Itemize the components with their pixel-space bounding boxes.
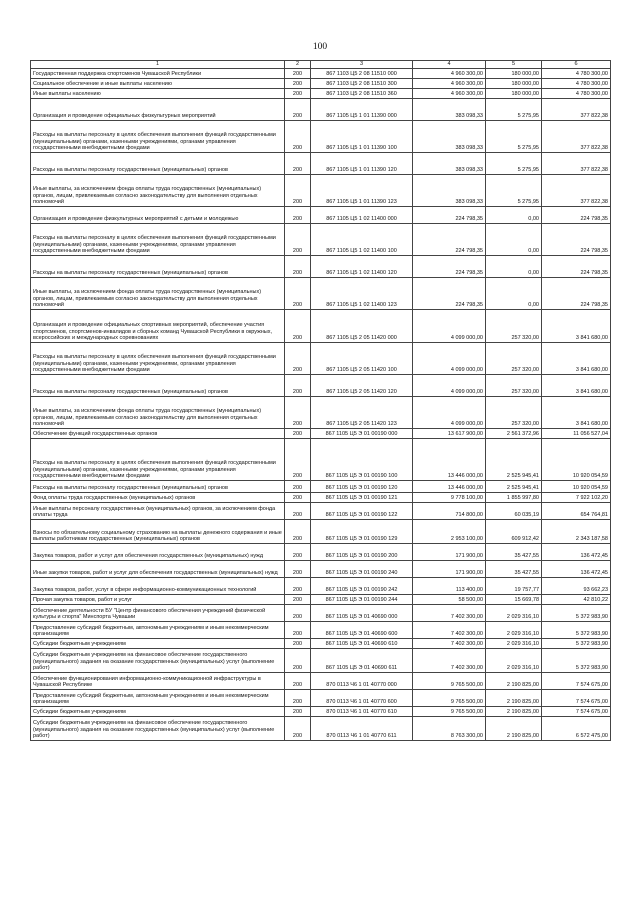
row-executed-cell: 2 190 825,00: [486, 673, 542, 690]
row-approved-cell: 4 099 000,00: [413, 375, 486, 397]
row-code-cell: 867 1105 Ц5 2 05 11420 120: [311, 375, 413, 397]
row-remaining-cell: 10 920 054,59: [542, 481, 611, 493]
row-status-cell: 200: [285, 595, 311, 605]
table-header: [31, 61, 611, 69]
row-name-cell: Иные выплаты, за исключением фонда оплаты труда государственных (муниципальных) органов, лицам, привлекаемым согласно законодательству для выполнения отдельных полномочий: [31, 278, 285, 310]
row-name-cell: Организация и проведение официальных физкультурных мероприятий: [31, 99, 285, 121]
row-name-cell: Иные выплаты населению: [31, 89, 285, 99]
row-status-cell: 200: [285, 605, 311, 622]
table-row: [31, 397, 611, 429]
row-remaining-cell: 136 472,45: [542, 561, 611, 578]
table-row: [31, 256, 611, 278]
row-code-cell: 867 1105 Ц5 Э 01 00190 200: [311, 544, 413, 561]
row-name-cell: Иные выплаты, за исключением фонда оплаты труда государственных (муниципальных) органов, лицам, привлекаемым согласно законодательству для выполнения отдельных полномочий: [31, 175, 285, 207]
row-approved-cell: 113 400,00: [413, 578, 486, 595]
row-remaining-cell: 3 841 680,00: [542, 310, 611, 343]
row-code-cell: 867 1105 Ц5 1 01 11390 120: [311, 153, 413, 175]
row-approved-cell: 4 099 000,00: [413, 397, 486, 429]
row-code-cell: 867 1105 Ц5 2 05 11420 000: [311, 310, 413, 343]
row-approved-cell: 383 098,33: [413, 121, 486, 153]
row-name-cell: Расходы на выплаты персоналу государственных (муниципальных) органов: [31, 153, 285, 175]
row-remaining-cell: 224 798,35: [542, 224, 611, 256]
row-executed-cell: 1 855 997,80: [486, 493, 542, 503]
row-executed-cell: 609 912,42: [486, 520, 542, 544]
row-remaining-cell: 6 572 475,00: [542, 717, 611, 741]
table-row: [31, 310, 611, 343]
table-row: [31, 99, 611, 121]
row-status-cell: 200: [285, 207, 311, 224]
row-approved-cell: 714 800,00: [413, 503, 486, 520]
row-approved-cell: 8 763 300,00: [413, 717, 486, 741]
row-remaining-cell: 5 372 983,90: [542, 639, 611, 649]
table-row: [31, 578, 611, 595]
row-name-cell: Иные закупки товаров, работ и услуг для обеспечения государственных (муниципальных) нужд: [31, 561, 285, 578]
row-code-cell: 867 1105 Ц5 Э 01 40690 611: [311, 649, 413, 673]
row-executed-cell: 0,00: [486, 207, 542, 224]
row-remaining-cell: 3 841 680,00: [542, 343, 611, 375]
row-name-cell: Субсидии бюджетным учреждениям: [31, 639, 285, 649]
row-code-cell: 867 1105 Ц5 Э 01 00190 121: [311, 493, 413, 503]
table-row: [31, 153, 611, 175]
row-name-cell: Расходы на выплаты персоналу государственных (муниципальных) органов: [31, 256, 285, 278]
table-row: [31, 707, 611, 717]
row-executed-cell: 35 427,55: [486, 561, 542, 578]
row-name-cell: Субсидии бюджетным учреждениям на финансовое обеспечение государственного (муниципального) задания на оказание государственных (муниципальных) услуг (выполнение работ): [31, 717, 285, 741]
row-name-cell: Социальное обеспечение и иные выплаты населению: [31, 79, 285, 89]
row-executed-cell: 180 000,00: [486, 69, 542, 79]
row-name-cell: Расходы на выплаты персоналу государственных (муниципальных) органов: [31, 375, 285, 397]
row-executed-cell: 35 427,55: [486, 544, 542, 561]
row-status-cell: 200: [285, 256, 311, 278]
row-status-cell: 200: [285, 153, 311, 175]
row-approved-cell: 383 098,33: [413, 175, 486, 207]
table-row: [31, 69, 611, 79]
row-status-cell: 200: [285, 89, 311, 99]
row-name-cell: Организация и проведение физкультурных мероприятий с детьми и молодежью: [31, 207, 285, 224]
table-row: [31, 224, 611, 256]
row-approved-cell: 224 798,35: [413, 207, 486, 224]
table-row: [31, 278, 611, 310]
row-status-cell: 200: [285, 343, 311, 375]
row-status-cell: 200: [285, 649, 311, 673]
row-code-cell: 867 1105 Ц5 Э 01 40690 610: [311, 639, 413, 649]
table-row: [31, 429, 611, 439]
row-status-cell: 200: [285, 622, 311, 639]
table-row: [31, 639, 611, 649]
row-status-cell: 200: [285, 397, 311, 429]
row-executed-cell: 2 525 945,41: [486, 481, 542, 493]
row-code-cell: 867 1105 Ц5 Э 01 00190 129: [311, 520, 413, 544]
row-code-cell: 867 1105 Ц5 Э 01 00190 240: [311, 561, 413, 578]
row-executed-cell: 5 275,95: [486, 99, 542, 121]
row-status-cell: 200: [285, 175, 311, 207]
row-code-cell: 867 1105 Ц5 Э 01 00190 120: [311, 481, 413, 493]
table-row: [31, 481, 611, 493]
row-executed-cell: 2 561 372,96: [486, 429, 542, 439]
row-approved-cell: 4 960 300,00: [413, 89, 486, 99]
row-remaining-cell: 377 822,38: [542, 121, 611, 153]
row-executed-cell: 5 275,95: [486, 153, 542, 175]
row-executed-cell: 257 320,00: [486, 343, 542, 375]
row-approved-cell: 224 798,35: [413, 278, 486, 310]
row-remaining-cell: 4 780 300,00: [542, 79, 611, 89]
row-name-cell: Организация и проведение официальных спортивных мероприятий, обеспечение участия спортсменов, спортсменов-инвалидов и сборных команд Чувашской Республики в окружных, всероссийских и международных соревнованиях: [31, 310, 285, 343]
row-executed-cell: 180 000,00: [486, 89, 542, 99]
row-remaining-cell: 7 574 675,00: [542, 690, 611, 707]
row-remaining-cell: 3 841 680,00: [542, 375, 611, 397]
row-status-cell: 200: [285, 310, 311, 343]
row-code-cell: 867 1105 Ц5 1 02 11400 100: [311, 224, 413, 256]
table-row: [31, 175, 611, 207]
row-code-cell: 867 1105 Ц5 1 02 11400 000: [311, 207, 413, 224]
row-executed-cell: 257 320,00: [486, 310, 542, 343]
table-row: [31, 503, 611, 520]
row-remaining-cell: 7 922 102,20: [542, 493, 611, 503]
row-approved-cell: 13 617 900,00: [413, 429, 486, 439]
row-remaining-cell: 2 343 187,58: [542, 520, 611, 544]
row-remaining-cell: 10 920 054,59: [542, 439, 611, 481]
row-status-cell: 200: [285, 99, 311, 121]
table-row: [31, 375, 611, 397]
row-remaining-cell: 3 841 680,00: [542, 397, 611, 429]
row-status-cell: 200: [285, 561, 311, 578]
row-remaining-cell: 377 822,38: [542, 175, 611, 207]
row-approved-cell: 224 798,35: [413, 256, 486, 278]
row-code-cell: 870 0113 Ч6 1 01 40770 600: [311, 690, 413, 707]
row-name-cell: Субсидии бюджетным учреждениям: [31, 707, 285, 717]
header-cell-code: 3: [311, 61, 413, 69]
row-approved-cell: 7 402 300,00: [413, 605, 486, 622]
row-code-cell: 867 1105 Ц5 Э 01 00190 242: [311, 578, 413, 595]
row-approved-cell: 383 098,33: [413, 99, 486, 121]
row-name-cell: Взносы по обязательному социальному страхованию на выплаты денежного содержания и иные выплаты работникам государственных (муниципальных) органов: [31, 520, 285, 544]
row-executed-cell: 0,00: [486, 278, 542, 310]
row-code-cell: 867 1105 Ц5 Э 01 00190 100: [311, 439, 413, 481]
row-remaining-cell: 7 574 675,00: [542, 707, 611, 717]
row-approved-cell: 7 402 300,00: [413, 639, 486, 649]
row-executed-cell: 2 190 825,00: [486, 707, 542, 717]
table-row: [31, 605, 611, 622]
row-status-cell: 200: [285, 121, 311, 153]
row-name-cell: Предоставление субсидий бюджетным, автономным учреждениям и иным некоммерческим организациям: [31, 690, 285, 707]
row-approved-cell: 4 099 000,00: [413, 343, 486, 375]
row-executed-cell: 2 190 825,00: [486, 690, 542, 707]
row-name-cell: Расходы на выплаты персоналу в целях обеспечения выполнения функций государственными (муниципальными) органами, казенными учреждениями, органами управления государственными внебюджетными фондами: [31, 343, 285, 375]
row-executed-cell: 0,00: [486, 256, 542, 278]
row-name-cell: Обеспечение функционирования информационно-коммуникационной инфраструктуры в Чувашской Республике: [31, 673, 285, 690]
row-executed-cell: 257 320,00: [486, 375, 542, 397]
row-remaining-cell: 7 574 675,00: [542, 673, 611, 690]
row-approved-cell: 13 446 000,00: [413, 481, 486, 493]
row-status-cell: 200: [285, 578, 311, 595]
row-approved-cell: 9 778 100,00: [413, 493, 486, 503]
row-name-cell: Иные выплаты, за исключением фонда оплаты труда государственных (муниципальных) органов, лицам, привлекаемым согласно законодательству для выполнения отдельных полномочий: [31, 397, 285, 429]
row-approved-cell: 9 765 500,00: [413, 707, 486, 717]
row-code-cell: 867 1105 Ц5 1 02 11400 123: [311, 278, 413, 310]
row-approved-cell: 7 402 300,00: [413, 649, 486, 673]
row-remaining-cell: 4 780 300,00: [542, 89, 611, 99]
row-status-cell: 200: [285, 690, 311, 707]
row-status-cell: 200: [285, 707, 311, 717]
row-approved-cell: 4 960 300,00: [413, 69, 486, 79]
row-name-cell: Расходы на выплаты персоналу в целях обеспечения выполнения функций государственными (муниципальными) органами, казенными учреждениями, органами управления государственными внебюджетными фондами: [31, 224, 285, 256]
table-row: [31, 561, 611, 578]
row-executed-cell: 5 275,95: [486, 175, 542, 207]
table-row: [31, 649, 611, 673]
row-approved-cell: 224 798,35: [413, 224, 486, 256]
row-name-cell: Расходы на выплаты персоналу государственных (муниципальных) органов: [31, 481, 285, 493]
row-remaining-cell: 93 662,23: [542, 578, 611, 595]
row-code-cell: 867 1105 Ц5 1 02 11400 120: [311, 256, 413, 278]
table-row: [31, 690, 611, 707]
row-remaining-cell: 377 822,38: [542, 153, 611, 175]
row-executed-cell: 2 525 945,41: [486, 439, 542, 481]
row-name-cell: Предоставление субсидий бюджетным, автономным учреждениям и иным некоммерческим организациям: [31, 622, 285, 639]
row-status-cell: 200: [285, 278, 311, 310]
row-code-cell: 867 1105 Ц5 2 05 11420 123: [311, 397, 413, 429]
row-code-cell: 867 1103 Ц5 2 08 11510 300: [311, 79, 413, 89]
row-status-cell: 200: [285, 520, 311, 544]
row-executed-cell: 2 029 316,10: [486, 605, 542, 622]
row-status-cell: 200: [285, 79, 311, 89]
row-remaining-cell: 224 798,35: [542, 256, 611, 278]
table-row: [31, 493, 611, 503]
row-executed-cell: 19 757,77: [486, 578, 542, 595]
row-name-cell: Иные выплаты персоналу государственных (муниципальных) органов, за исключением фонда оплаты труда: [31, 503, 285, 520]
row-name-cell: Обеспечение функций государственных органов: [31, 429, 285, 439]
row-code-cell: 870 0113 Ч6 1 01 40770 000: [311, 673, 413, 690]
header-row: [31, 61, 611, 69]
header-cell-name: 1: [31, 61, 285, 69]
table-row: [31, 343, 611, 375]
row-status-cell: 200: [285, 673, 311, 690]
row-remaining-cell: 42 810,22: [542, 595, 611, 605]
table-row: [31, 622, 611, 639]
row-code-cell: 867 1105 Ц5 Э 01 40690 600: [311, 622, 413, 639]
row-status-cell: 200: [285, 717, 311, 741]
table-row: [31, 439, 611, 481]
row-executed-cell: 5 275,95: [486, 121, 542, 153]
header-cell-status: 2: [285, 61, 311, 69]
row-code-cell: 867 1105 Ц5 Э 01 40690 000: [311, 605, 413, 622]
row-code-cell: 867 1105 Ц5 Э 01 00190 000: [311, 429, 413, 439]
row-name-cell: Государственная поддержка спортсменов Чувашской Республики: [31, 69, 285, 79]
table-row: [31, 89, 611, 99]
row-approved-cell: 4 099 000,00: [413, 310, 486, 343]
row-remaining-cell: 5 372 983,90: [542, 649, 611, 673]
row-status-cell: 200: [285, 639, 311, 649]
row-code-cell: 867 1105 Ц5 1 01 11390 123: [311, 175, 413, 207]
row-code-cell: 867 1103 Ц5 2 08 11510 360: [311, 89, 413, 99]
table-row: [31, 673, 611, 690]
header-cell-approved: 4: [413, 61, 486, 69]
row-status-cell: 200: [285, 224, 311, 256]
row-status-cell: 200: [285, 375, 311, 397]
row-executed-cell: 2 190 825,00: [486, 717, 542, 741]
table-row: [31, 207, 611, 224]
table-row: [31, 544, 611, 561]
row-code-cell: 870 0113 Ч6 1 01 40770 610: [311, 707, 413, 717]
row-approved-cell: 58 500,00: [413, 595, 486, 605]
row-code-cell: 867 1105 Ц5 Э 01 00190 122: [311, 503, 413, 520]
row-executed-cell: 60 035,19: [486, 503, 542, 520]
row-status-cell: 200: [285, 544, 311, 561]
row-name-cell: Расходы на выплаты персоналу в целях обеспечения выполнения функций государственными (муниципальными) органами, казенными учреждениями, органами управления государственными внебюджетными фондами: [31, 439, 285, 481]
header-cell-executed: 5: [486, 61, 542, 69]
row-remaining-cell: 11 056 527,04: [542, 429, 611, 439]
row-approved-cell: 171 900,00: [413, 561, 486, 578]
row-approved-cell: 9 765 500,00: [413, 673, 486, 690]
table-row: [31, 79, 611, 89]
row-status-cell: 200: [285, 493, 311, 503]
row-executed-cell: 2 029 316,10: [486, 622, 542, 639]
row-remaining-cell: 224 798,35: [542, 278, 611, 310]
page-number: 100: [312, 42, 328, 52]
row-approved-cell: 171 900,00: [413, 544, 486, 561]
budget-table: [30, 60, 611, 741]
row-executed-cell: 2 029 316,10: [486, 639, 542, 649]
row-name-cell: Расходы на выплаты персоналу в целях обеспечения выполнения функций государственными (муниципальными) органами, казенными учреждениями, органами управления государственными внебюджетными фондами: [31, 121, 285, 153]
row-approved-cell: 7 402 300,00: [413, 622, 486, 639]
row-status-cell: 200: [285, 503, 311, 520]
row-remaining-cell: 136 472,45: [542, 544, 611, 561]
table-row: [31, 121, 611, 153]
row-remaining-cell: 224 798,35: [542, 207, 611, 224]
row-name-cell: Субсидии бюджетным учреждениям на финансовое обеспечение государственного (муниципального) задания на оказание государственных (муниципальных) услуг (выполнение работ): [31, 649, 285, 673]
row-approved-cell: 9 765 500,00: [413, 690, 486, 707]
row-executed-cell: 257 320,00: [486, 397, 542, 429]
row-approved-cell: 2 953 100,00: [413, 520, 486, 544]
row-name-cell: Фонд оплаты труда государственных (муниципальных) органов: [31, 493, 285, 503]
row-status-cell: 200: [285, 481, 311, 493]
row-executed-cell: 180 000,00: [486, 79, 542, 89]
row-code-cell: 867 1105 Ц5 2 05 11420 100: [311, 343, 413, 375]
row-code-cell: 867 1105 Ц5 1 01 11390 000: [311, 99, 413, 121]
row-name-cell: Закупка товаров, работ, услуг в сфере информационно-коммуникационных технологий: [31, 578, 285, 595]
table-row: [31, 595, 611, 605]
row-remaining-cell: 654 764,81: [542, 503, 611, 520]
row-status-cell: 200: [285, 429, 311, 439]
row-executed-cell: 2 029 316,10: [486, 649, 542, 673]
row-status-cell: 200: [285, 69, 311, 79]
header-cell-remaining: 6: [542, 61, 611, 69]
row-name-cell: Закупка товаров, работ и услуг для обеспечения государственных (муниципальных) нужд: [31, 544, 285, 561]
row-approved-cell: 383 098,33: [413, 153, 486, 175]
table-body: [31, 69, 611, 741]
row-name-cell: Обеспечение деятельности БУ "Центр финансового обеспечения учреждений физической культуры и спорта" Минспорта Чувашии: [31, 605, 285, 622]
row-remaining-cell: 5 372 983,90: [542, 622, 611, 639]
row-code-cell: 870 0113 Ч6 1 01 40770 611: [311, 717, 413, 741]
table-row: [31, 717, 611, 741]
row-approved-cell: 13 446 000,00: [413, 439, 486, 481]
row-remaining-cell: 377 822,38: [542, 99, 611, 121]
row-executed-cell: 15 669,78: [486, 595, 542, 605]
row-name-cell: Прочая закупка товаров, работ и услуг: [31, 595, 285, 605]
row-approved-cell: 4 960 300,00: [413, 79, 486, 89]
row-code-cell: 867 1103 Ц5 2 08 11510 000: [311, 69, 413, 79]
row-executed-cell: 0,00: [486, 224, 542, 256]
row-code-cell: 867 1105 Ц5 Э 01 00190 244: [311, 595, 413, 605]
table-row: [31, 520, 611, 544]
row-status-cell: 200: [285, 439, 311, 481]
row-remaining-cell: 5 372 983,90: [542, 605, 611, 622]
row-code-cell: 867 1105 Ц5 1 01 11390 100: [311, 121, 413, 153]
row-remaining-cell: 4 780 300,00: [542, 69, 611, 79]
